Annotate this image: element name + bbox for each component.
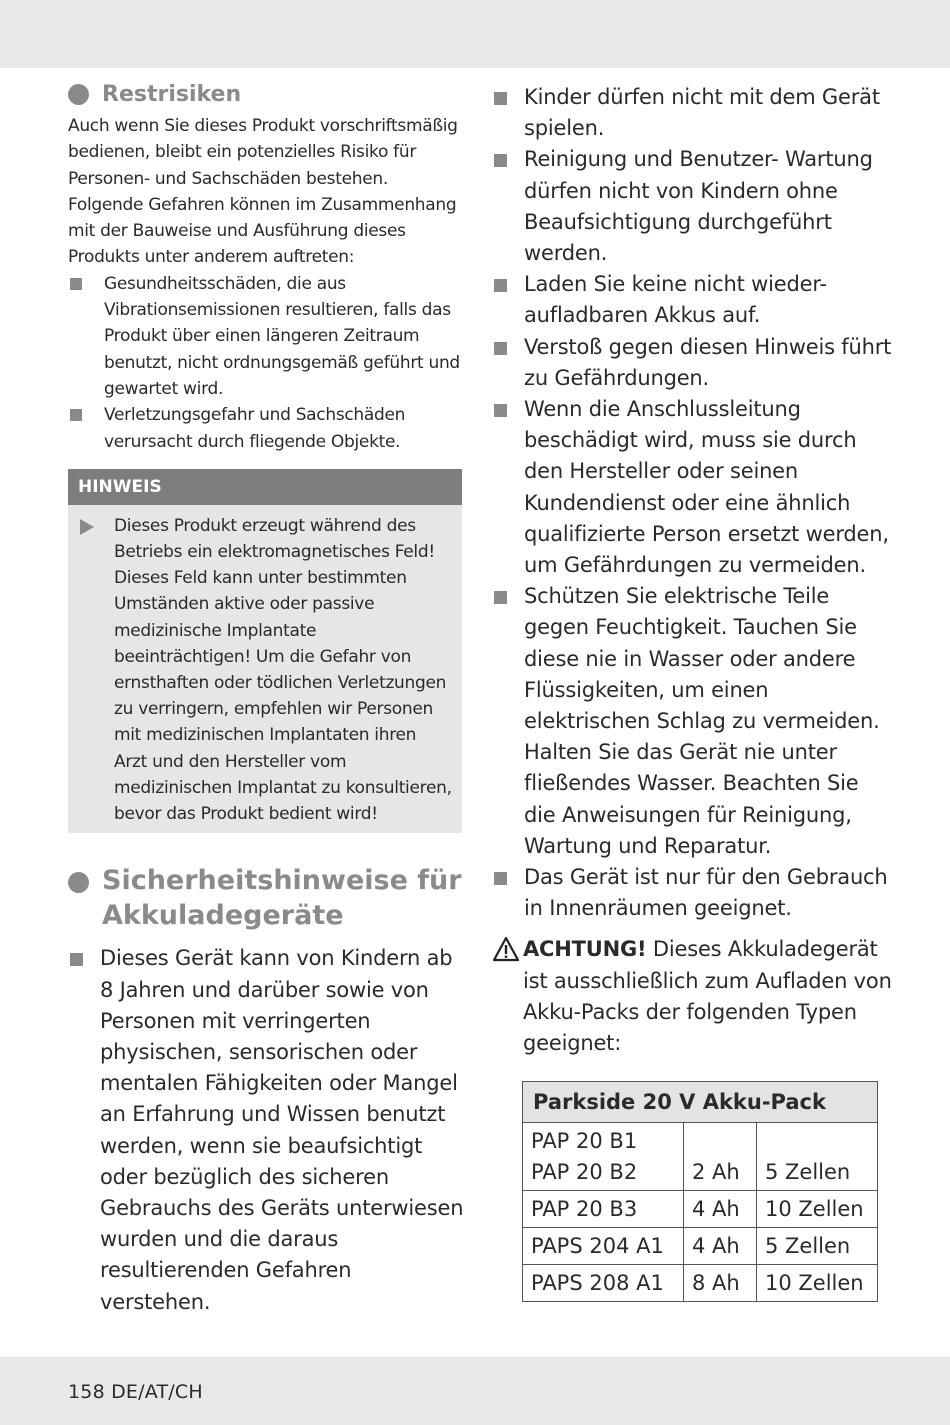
table-header: Parkside 20 V Akku-Pack (523, 1082, 878, 1123)
right-column (492, 82, 892, 1302)
list-item (492, 581, 892, 862)
list-item-text: Verletzungsgefahr und Sachschäden verursacht durch fliegende Objekte. (104, 405, 406, 452)
triangle-arrow-icon (80, 519, 94, 535)
list-item-text: Verstoß gegen diesen Hinweis führt zu Gefährdungen. (524, 334, 892, 390)
list-item (492, 269, 892, 331)
table-row (523, 1228, 878, 1265)
list-item (492, 394, 892, 581)
table-cell-model: PAPS 208 A1 (523, 1265, 684, 1302)
square-bullet-icon (494, 404, 507, 417)
table-cell-capacity: 4 Ah (684, 1228, 757, 1265)
table-cell-cells: 5 Zellen (757, 1123, 878, 1191)
list-item-text: Dieses Gerät kann von Kindern ab 8 Jahren und darüber sowie von Personen mit verringerten physischen, sensorischen oder mentalen Fähigkeiten oder Mangel an Erfahrung und Wissen benutzt werden, wenn sie beaufsichtigt oder bezüglich des sicheren Gebrauchs des Geräts unterwiesen wurden und die daraus resultierenden Gefahren verstehen. (100, 946, 464, 1314)
warning-text-wrap (523, 934, 892, 1059)
square-bullet-icon (494, 342, 507, 355)
list-item-text: Das Gerät ist nur für den Gebrauch in Innenräumen geeignet. (524, 865, 888, 921)
list-item-text: Gesundheitsschäden, die aus Vibrationsemissionen resultieren, falls das Produkt über einen längeren Zeitraum benutzt, nicht ordnungsgemäß geführt und gewartet wird. (104, 273, 460, 399)
table-row (523, 1191, 878, 1228)
warning-triangle-icon (492, 936, 520, 962)
table-cell-cells: 5 Zellen (757, 1228, 878, 1265)
list-item-text: Wenn die Anschlussleitung beschädigt wird, muss sie durch den Hersteller oder seinen Kundendienst oder eine ähnlich qualifizierte Person ersetzt werden, um Gefährdungen zu vermeiden. (524, 397, 889, 578)
section-title: Restrisiken (102, 82, 242, 107)
table-cell-capacity: 4 Ah (684, 1191, 757, 1228)
hinweis-content (68, 505, 462, 833)
table-cell-capacity: 2 Ah (684, 1123, 757, 1191)
hinweis-label: HINWEIS (68, 469, 462, 505)
square-bullet-icon (494, 92, 507, 105)
warning-text: Dieses Akkuladegerät ist ausschließlich zum Aufladen von Akku-Packs der folgenden Typen geeignet: (523, 937, 892, 1056)
list-item-text: Schützen Sie elektrische Teile gegen Feuchtigkeit. Tauchen Sie diese nie in Wasser oder andere Flüssigkeiten, um einen elektrischen Schlag zu vermeiden. Halten Sie das Gerät nie unter fließendes Wasser. Beachten Sie die Anweisungen für Reinigung, Wartung und Reparatur. (524, 584, 880, 858)
section-title-line: Akkuladegeräte (102, 900, 344, 932)
section-heading-sicherheitshinweise (68, 863, 464, 933)
page-number: 158 DE/AT/CH (68, 1381, 203, 1403)
warning-label: ACHTUNG! (523, 937, 647, 962)
list-item (492, 82, 892, 144)
square-bullet-icon (70, 953, 83, 966)
bullet-circle-icon (68, 84, 89, 105)
table-cell-model (523, 1123, 684, 1191)
list-item (68, 402, 464, 455)
square-bullet-icon (494, 154, 507, 167)
square-bullet-icon (494, 591, 507, 604)
list-item (492, 332, 892, 394)
model-name: PAP 20 B1 (531, 1129, 638, 1154)
section-heading-restrisiken (68, 82, 464, 107)
table-header-row (523, 1082, 878, 1123)
table-row (523, 1265, 878, 1302)
safety-list (68, 943, 464, 1317)
table-cell-model: PAPS 204 A1 (523, 1228, 684, 1265)
square-bullet-icon (70, 409, 82, 421)
header-bar (0, 0, 950, 68)
section-title-line: Sicherheitshinweise für (102, 865, 462, 897)
section-title (102, 863, 462, 933)
table-cell-model: PAP 20 B3 (523, 1191, 684, 1228)
hinweis-text: Dieses Produkt erzeugt während des Betriebs ein elektromagnetisches Feld! Dieses Feld kann unter bestimmten Umständen aktive oder passive medizinische Implantate beeinträchtigen! Um die Gefahr von ernsthaften oder tödlichen Verletzungen zu verringern, empfehlen wir Personen mit medizinischen Implantaten ihren Arzt und den Hersteller vom medizinischen Implantat zu konsultieren, bevor das Produkt bedient wird! (114, 515, 452, 825)
list-item (492, 862, 892, 924)
restrisiken-intro: Auch wenn Sie dieses Produkt vorschriftsmäßig bedienen, bleibt ein potenzielles Risiko für Personen- und Sachschäden bestehen. Folgende Gefahren können im Zusammenhang mit der Bauweise und Ausführung dieses Produkts unter anderem auftreten: (68, 116, 458, 268)
square-bullet-icon (494, 279, 507, 292)
hinweis-box (68, 469, 462, 833)
bullet-circle-icon (68, 872, 89, 893)
list-item (68, 943, 464, 1317)
table-cell-cells: 10 Zellen (757, 1191, 878, 1228)
list-item (492, 144, 892, 269)
table-cell-capacity: 8 Ah (684, 1265, 757, 1302)
table-row (523, 1123, 878, 1191)
list-item-text: Reinigung und Benutzer- Wartung dürfen nicht von Kindern ohne Beaufsichtigung durchgeführt werden. (524, 147, 873, 266)
list-item (68, 271, 464, 402)
warning-block (492, 934, 892, 1059)
table-cell-cells: 10 Zellen (757, 1265, 878, 1302)
left-column (68, 82, 464, 1318)
list-item-text: Kinder dürfen nicht mit dem Gerät spielen. (524, 85, 880, 141)
list-item-text: Laden Sie keine nicht wieder-aufladbaren Akkus auf. (524, 272, 827, 328)
square-bullet-icon (494, 872, 507, 885)
akku-pack-table (522, 1081, 878, 1302)
model-name: PAP 20 B2 (531, 1160, 638, 1185)
square-bullet-icon (70, 278, 82, 290)
